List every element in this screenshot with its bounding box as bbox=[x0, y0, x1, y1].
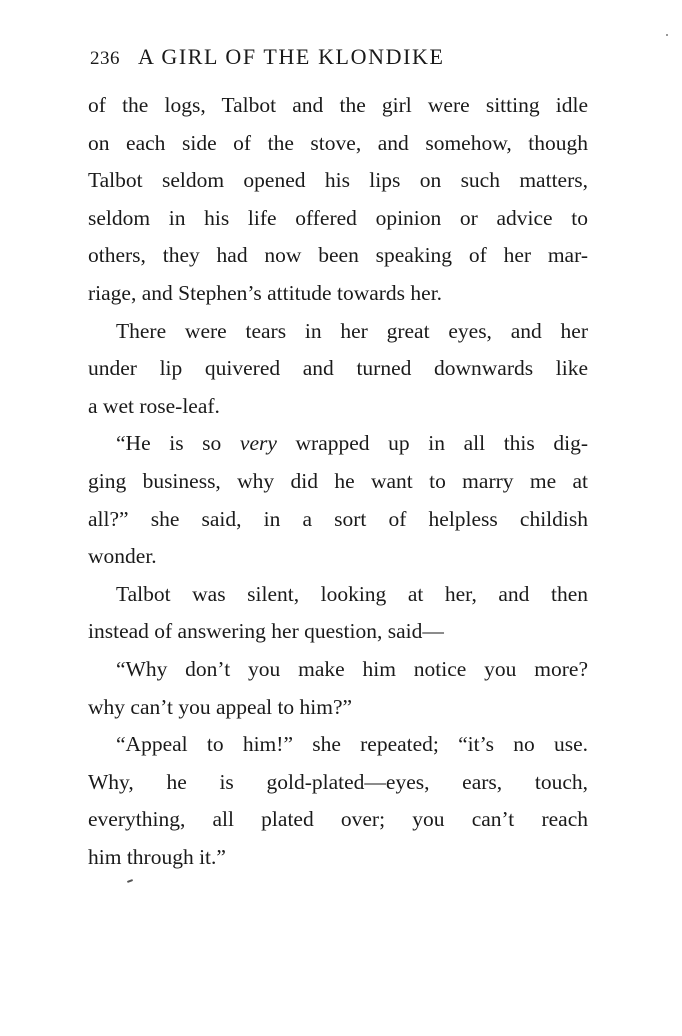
text-line: of the logs, Talbot and the girl were sitting idle bbox=[88, 93, 588, 117]
text-fragment: “He is so bbox=[116, 431, 240, 456]
text-line: instead of answering her question, said— bbox=[88, 619, 444, 644]
text-line: Talbot was silent, looking at her, and then bbox=[116, 581, 588, 606]
scan-dot bbox=[666, 34, 668, 36]
text-line: Talbot seldom opened his lips on such matters, bbox=[88, 168, 588, 193]
emphasized-word: very bbox=[239, 431, 277, 456]
text-line: others, they had now been speaking of her mar- bbox=[88, 243, 588, 268]
text-line: on each side of the stove, and somehow, though bbox=[88, 130, 588, 155]
text-fragment: wrapped up in all this dig- bbox=[276, 431, 588, 456]
text-line: There were tears in her great eyes, and her bbox=[116, 318, 588, 343]
ink-speck bbox=[127, 879, 133, 883]
text-line: “Why don’t you make him notice you more? bbox=[116, 656, 588, 681]
running-head bbox=[90, 44, 590, 74]
book-title: A GIRL OF THE KLONDIKE bbox=[138, 44, 445, 69]
text-line: him through it.” bbox=[88, 844, 226, 869]
text-line: under lip quivered and turned downwards like bbox=[88, 356, 588, 381]
text-line: “Appeal to him!” she repeated; “it’s no use. bbox=[116, 732, 588, 757]
body-text bbox=[88, 87, 588, 876]
text-line: all?” she said, in a sort of helpless childish bbox=[88, 506, 588, 531]
text-line: seldom in his life offered opinion or advice to bbox=[88, 205, 588, 230]
text-line: a wet rose-leaf. bbox=[88, 393, 220, 418]
text-line-with-italic bbox=[88, 425, 588, 463]
text-line: ging business, why did he want to marry me at bbox=[88, 468, 588, 493]
page-number: 236 bbox=[90, 48, 120, 69]
text-line: Why, he is gold-plated—eyes, ears, touch, bbox=[88, 769, 588, 794]
text-line: wonder. bbox=[88, 544, 157, 569]
text-line: everything, all plated over; you can’t reach bbox=[88, 807, 588, 832]
text-line: riage, and Stephen’s attitude towards her. bbox=[88, 280, 443, 305]
text-line: why can’t you appeal to him?” bbox=[88, 694, 353, 719]
